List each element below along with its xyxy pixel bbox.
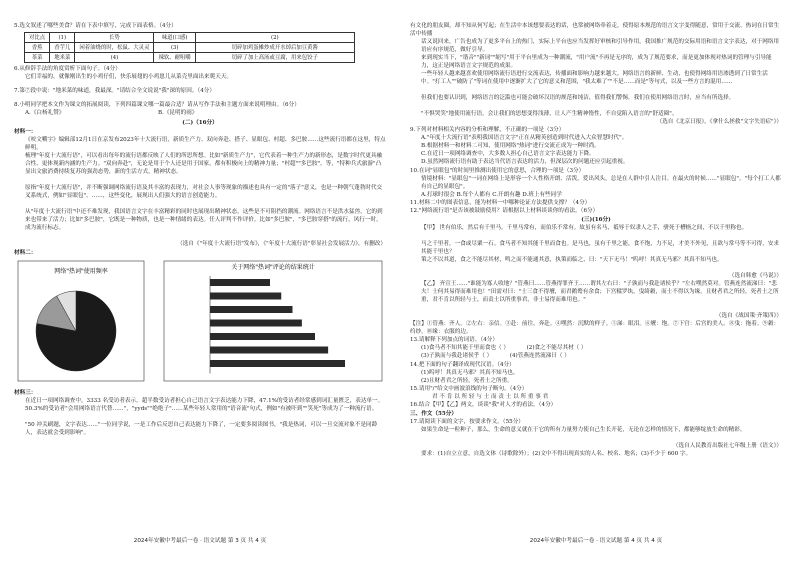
text-jia-source: （选自韩愈《马说》） bbox=[728, 273, 782, 280]
table-cell: 切碎加鸡蛋摊炒成开水焯后加豆黄酱 bbox=[195, 43, 354, 53]
material-1-label: 材料一： bbox=[14, 128, 37, 135]
question-13: 13.请解释下列加点的词语。（4分） bbox=[410, 337, 498, 344]
question-9-c: C.在近日一项网络调查中，大多数人担心自己语言文字表达能力下降。 bbox=[421, 151, 595, 158]
question-16: 16.结合【甲】【乙】两文，谈谈"我"对人才的看法。（4分） bbox=[410, 401, 557, 408]
section-4-title: 三、作文（55分） bbox=[410, 411, 457, 418]
essay-prompt-source: （选自人民教育出版社七年级上册《语文》） bbox=[672, 443, 782, 450]
question-13-item: (3)子孰而与我赴诸侯乎（ ） bbox=[421, 353, 493, 360]
table-row bbox=[25, 33, 355, 43]
table-cell: 茶菜 bbox=[25, 53, 50, 63]
bar-chart-title: 关于网络"热词"评论的结果统计 bbox=[231, 263, 315, 271]
question-6-sentence: 它们幸福的，就像刚出生的小鸡仔们，快乐展翅的小鸡崽儿从菜壳里面出来爬天天。 bbox=[25, 74, 232, 81]
table-cell: 闲着油烧的时，松鼠、大灵灵 bbox=[75, 43, 154, 53]
material-1-para-2: 梳理"年度十大流行语"，可以看出每年的流行语都反映了人们的所思所想。比如"新质生产力"，它代表着一种生产力的新形态，是数字时代更具融合性、更体现新内涵的生产力。"双向奔赴"，无论是用于个人还是用于国家，都有积极向上的精神力量；"村超""多巴胺"，等，"特种兵式旅游"凸显出文旅消费持续复苏的强劲态势，新的生活方式，精神状态。 bbox=[25, 152, 383, 175]
bar bbox=[210, 346, 328, 353]
material-3-source: （选自《北京日报》，《拿什么拯救"文字失语症"》） bbox=[656, 119, 782, 125]
notes: 【注】①管燕：齐人。②左右：亲信。③赴：前往，奔赴。④嘿然：沉默的样子。⑤涕：眼泪。⑥餍：饱。⑦下宫：后宫的美人。⑧曳：拖着。⑨縠：绉纱。⑩缘：衣服的边。 bbox=[410, 321, 780, 336]
question-13-row-1 bbox=[410, 344, 782, 352]
table-cell: 切碎了加上高汤或豆腐，用来包饺子 bbox=[195, 53, 354, 63]
question-14-b: (2)且财者君之所轻，死者士之所重。 bbox=[421, 377, 513, 384]
page-4-column bbox=[410, 22, 782, 466]
question-11: 11.材料二中的图表信息，能为材料一中哪种论证方法提供支撑？（4分） bbox=[410, 199, 591, 206]
section-3-title: (三)(16分) bbox=[581, 216, 611, 223]
question-12: 12."网络流行语"是否该被鼓励使用？请根据以上材料谈谈你的看法。（6分） bbox=[410, 207, 599, 214]
question-13-item: (2)食之不能尽其材（ ） bbox=[526, 345, 587, 352]
pie-chart-title: 网络"热词"使用频率 bbox=[54, 267, 108, 275]
question-8-options bbox=[14, 109, 386, 117]
bar bbox=[210, 292, 281, 299]
question-14-a: (1)呜呼！其真无马邪？其真不知马也。 bbox=[421, 369, 519, 376]
question-9-b: B.根据材料一和材料二可知，使用网络"热词"进行交流正成为一种时尚。 bbox=[421, 143, 600, 150]
question-6: 6.从修辞手法的角度赏析下面句子。（4分） bbox=[14, 66, 121, 73]
question-8: 8.小明同学把本文作为课文的拓展阅读，下列四篇课文哪一篇最合适？请从写作手法和主题方面来说明理由。（6分） bbox=[14, 102, 300, 109]
material-2-charts bbox=[14, 259, 386, 387]
text-jia-para-3: 策之不以其道，食之不能尽其材，鸣之而不能通其意，执策而临之，曰："天下无马！"呜呼！其真无马邪？其真不知马也。 bbox=[421, 257, 723, 264]
material-3-cont-4: 一些年轻人越来越喜欢使用网络流行语进行交流表达，传播面和影响力越来越大。网络语言的新鲜、生动，也使得网络用语渗透到了日常生活中。"打工人""破防了"等词在使用中逐渐扩大了它的意义和范围，"我太难了""不是……而是"等句式，以及一些方言的混用…… bbox=[421, 71, 768, 86]
bar bbox=[210, 279, 270, 286]
text-yi-source: （选自《战国策·齐策四》） bbox=[715, 313, 782, 320]
bar-chart bbox=[210, 276, 345, 374]
material-3-label: 材料三： bbox=[14, 389, 37, 396]
table-cell: (4) bbox=[75, 53, 154, 63]
question-14: 14.把下面的句子翻译成现代汉语。（4分） bbox=[410, 361, 515, 368]
page-3-column bbox=[14, 22, 386, 437]
question-9: 9.下列对材料相关内容的分析和理解，不正确的一项是（3分） bbox=[410, 127, 565, 134]
material-1-para-1: 《咬文嚼字》编辑部12月1日在京发布2023年十大流行语，新质生产力、双向奔赴、搭子、显眼包、村超、多巴胺……这些流行语都在这里，特点鲜明。 bbox=[25, 136, 386, 151]
question-9-a: A."年度十大流行语"表明我国语言文字"正在从精英创造到时代进入大众智慧时代"。 bbox=[421, 135, 628, 142]
material-3-cont-1: 有文化的朋友圈，却不知从何写起；在生活中本该想要表达的话，也常被网络牵着走，使得原本规范的语言文字变得随意，常用于交流、热词在日常生活中传播 bbox=[410, 23, 780, 38]
question-10: 10.在词"显眼包"的时间里推测出使用它的意思，合理的一项是（3分） bbox=[410, 167, 585, 174]
option-a: A.《白杨礼赞》 bbox=[25, 110, 65, 117]
option-b: B.《昆明的雨》 bbox=[157, 110, 198, 117]
table-row bbox=[25, 53, 355, 63]
text-yi: 【乙】 齐宣王……"谁能为寡人收地？"管燕曰……管燕得罪齐王……谓其左右曰："子孰而与我赴诸侯乎？"左右嘿然莫对。管燕连然流涕曰："悲夫！士何其易得而难用也！"田需对曰："士三食不得餍，而君鹅鹜有余食；下宫糅罗纨，曳绮縠，而士不得以为缘。且财者君之所轻，死者士之所重，君不肯以所轻与士，而责士以所重事君，非士易得而难用也。" bbox=[421, 281, 779, 304]
material-1-source: （选自《"年度十大流行语"发布》，《"年度十大流行语"彰显社会发展活力》，有删改） bbox=[177, 240, 386, 247]
question-15-sentence: 君 不 肯 以 所 轻 与 士 而 责 士 以 所 重 事 君 bbox=[432, 393, 549, 400]
material-2-label: 材料二： bbox=[14, 249, 37, 256]
table-cell: 香蕉 bbox=[25, 43, 50, 53]
essay-requirements: 要求：(1)自立立意，自选文体（诗歌除外）；(2)文中不得出现真实的人名、校名、地名；(3)不少于 600 字。 bbox=[421, 451, 692, 458]
text-jia-para-2: 马之千里者，一食或尽粟一石。食马者不知其能千里而食也。是马也，虽有千里之能，食不饱，力不足，才美不外见，且欲与常马等不可得，安求其能千里也？ bbox=[421, 241, 780, 256]
material-3-cont-3: 来到现实当下，"谐音""新词""缩写"用于平台里成为一种潮流，"用户流"不再是无序的，成为了规范要求，而是更加体现对热词的管理与引导能力，这正是网络语言文字规范的成果。 bbox=[421, 55, 772, 70]
table-cell: 味道(口感) bbox=[154, 33, 195, 43]
bar bbox=[210, 306, 293, 313]
material-3-para-2: "50 冲关刷题，文字表达……"一位同学说，一是工作后反思自己表达能力下降了，一定要多阅读图书，"我是热词，可以一旦交流对象不是同龄人，表达就会受到影响"。 bbox=[25, 422, 378, 437]
essay-prompt: 如果生命是一粒种子，那么，生命的意义就在于它的所有力量努力使自己生长开花，无论在怎样的情况下，都能够绽放生命的精彩。 bbox=[421, 427, 746, 434]
table-row bbox=[25, 43, 355, 53]
question-9-d: D.虽然网络流行语有助于表达当代语言表达的活力，但深层次的问题还应引起重视。 bbox=[421, 159, 629, 166]
pie-chart bbox=[36, 291, 116, 371]
bar bbox=[210, 319, 302, 326]
material-3-cont-5: 但我们也要认识到，网络语言的泛滥也可能会破坏汉语的规范和纯洁，值得我们警惕。我们在使用网络语言时，应当有所选择。 bbox=[421, 95, 735, 101]
table-cell: (3) bbox=[154, 43, 195, 53]
table-cell: 地米菜 bbox=[50, 53, 75, 63]
section-2-title: (二)（16分） bbox=[182, 119, 218, 126]
food-table bbox=[24, 32, 355, 63]
material-3-cont-2: 话又说回来，广告也成为了更多平台上的热门，实际上平台也应当发挥好审核和引导作用。我国推广规范的交际用语和语言文字表达，对于网络用语应有序规范，做好引导。 bbox=[421, 39, 780, 54]
question-17: 17.请阅读下面的文字，按要求作文。（55分） bbox=[410, 419, 524, 426]
question-15: 15.请用"/"给文中画波浪线的句子断句。（4分） bbox=[410, 385, 528, 392]
material-3-para-1: 在近日一项网络调查中，3333 名受访者表示，超半数受访者担心自己语言文字表达能力下降，47.1%的受访者经常感到词汇量匮乏，表达单一。50.3%的受访者"会用网络语言代替……"，"yyds""绝绝子"……某些年轻人常用的"语音流"句式，例如"有被吓到""笑死"等成为了一种流行语。 bbox=[25, 398, 384, 413]
table-cell: (1) bbox=[50, 33, 75, 43]
footer-page-3: 2024年安徽中考最后一卷 · 语文试题 第 3 页 共 4 页 bbox=[133, 538, 267, 544]
material-1-para-3: 原指"年度十大流行语"，并不断强调网络流行语及其丰富的表现力，对社会人事等现象的描述也具有一定的"落子"意义，也是一种朝气蓬勃时代交叉系统式，例如"显眼包"。……，这些变化，展现出人们强大的语言创造能力。 bbox=[25, 184, 383, 199]
text-jia-para-1: 【甲】 世有伯乐，然后有千里马。千里马常有，而伯乐不常有。故虽有名马，祗辱于奴隶人之手，骈死于槽枥之间，不以千里称也。 bbox=[421, 225, 748, 232]
question-10-options: A.打球时很会 B.每个人都有 C.开朗有趣 D.班上有些同学 bbox=[421, 191, 562, 198]
question-13-row-2 bbox=[410, 352, 782, 360]
question-7: 7.第⑦段中说："地米菜的味道，我最深。"请结合全文说说"我"深的原因。（4分） bbox=[14, 88, 215, 95]
table-cell: 对比点 bbox=[25, 33, 50, 43]
bar bbox=[210, 360, 345, 367]
question-10-context: 情境材料："显眼包"一词在网络上是形容一个人性格开朗、活泼，爱出风头，总是在人群中引人注目。在最火的时候……"显眼包"。"每个打工人都有自己的显眼包"。 bbox=[421, 175, 781, 190]
table-cell: (2) bbox=[195, 33, 354, 43]
question-13-item: (4)管燕连然流涕曰（ ） bbox=[509, 353, 570, 360]
table-cell: 辣软、耐咀嚼 bbox=[154, 53, 195, 63]
question-13-item: (1)食马者不知其能千里而食也（ ） bbox=[421, 345, 510, 352]
material-1-para-4: 从"年度十大流行语"中还不难发现，我国语言文字在丰富精彩的同时也展现出精神状态，这些是不可阻挡的潮流。网络语言不是洪水猛兽，它的到来也带来了活力；比如"多巴胺"，它既是一种物质，也是一种情绪的表达。任人评判不作评价。比如"多巴胺"，"多巴胺穿搭"的流行，风行一时，成为流行标志。 bbox=[25, 208, 383, 231]
table-cell: 长势 bbox=[75, 33, 154, 43]
material-3-cont-6: "不惧哭笑"地使用流行语，会让我们的思想变得浅薄，让人产生精神惰性，不自觉陷入语言的"舒适圈"。 bbox=[421, 111, 678, 117]
charts-svg bbox=[14, 259, 386, 387]
footer-page-4: 2024年安徽中考最后一卷 · 语文试题 第 4 页 共 4 页 bbox=[529, 538, 663, 544]
table-cell: 香芋儿 bbox=[50, 43, 75, 53]
bar bbox=[210, 333, 315, 340]
question-5: 5.选文叙述了哪些美食？请在下表中填写，完成下面表格。（4分） bbox=[14, 23, 177, 29]
